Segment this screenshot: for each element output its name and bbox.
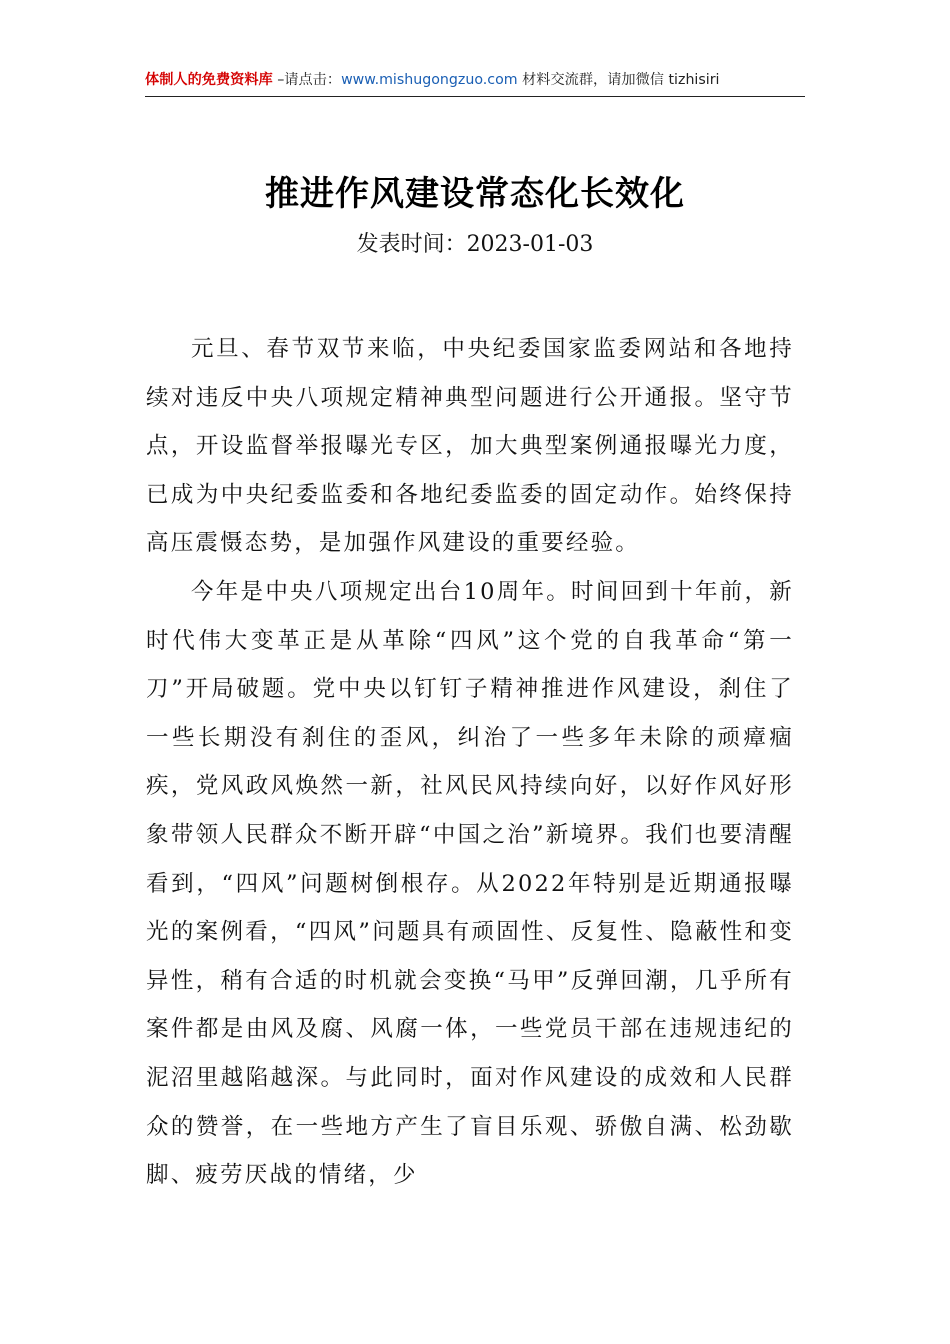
- page-header: [145, 66, 805, 97]
- document-title: 推进作风建设常态化长效化: [265, 174, 685, 214]
- header-note: 材料交流群，请加微信 tizhisiri: [517, 72, 720, 88]
- paragraph: 元旦、春节双节来临，中央纪委国家监委网站和各地持续对违反中央八项规定精神典型问题进行公开通报。坚守节点，开设监督举报曝光专区，加大典型案例通报曝光力度，已成为中央纪委监委和各地纪委监委的固定动作。始终保持高压震慑态势，是加强作风建设的重要经验。: [146, 336, 794, 557]
- header-url-link[interactable]: www.mishugongzuo.com: [341, 72, 518, 88]
- paragraph: 今年是中央八项规定出台10周年。时间回到十年前，新时代伟大变革正是从革除“四风”这个党的自我革命“第一刀”开局破题。党中央以钉钉子精神推进作风建设，刹住了一些长期没有刹住的歪风，纠治了一些多年未除的顽瘴痼疾，党风政风焕然一新，社风民风持续向好，以好作风好形象带领人民群众不断开辟“中国之治”新境界。我们也要清醒看到，“四风”问题树倒根存。从2022年特别是近期通报曝光的案例看，“四风”问题具有顽固性、反复性、隐蔽性和变异性，稍有合适的时机就会变换“马甲”反弹回潮，几乎所有案件都是由风及腐、风腐一体，一些党员干部在违规违纪的泥沼里越陷越深。与此同时，面对作风建设的成效和人民群众的赞誉，在一些地方产生了盲目乐观、骄傲自满、松劲歇脚、疲劳厌战的情绪，少: [146, 578, 794, 1189]
- header-prompt: –请点击：: [272, 72, 342, 88]
- publish-date: 发表时间：2023-01-03: [356, 232, 594, 257]
- header-brand: 体制人的免费资料库: [145, 72, 273, 88]
- document-body: [146, 325, 794, 1200]
